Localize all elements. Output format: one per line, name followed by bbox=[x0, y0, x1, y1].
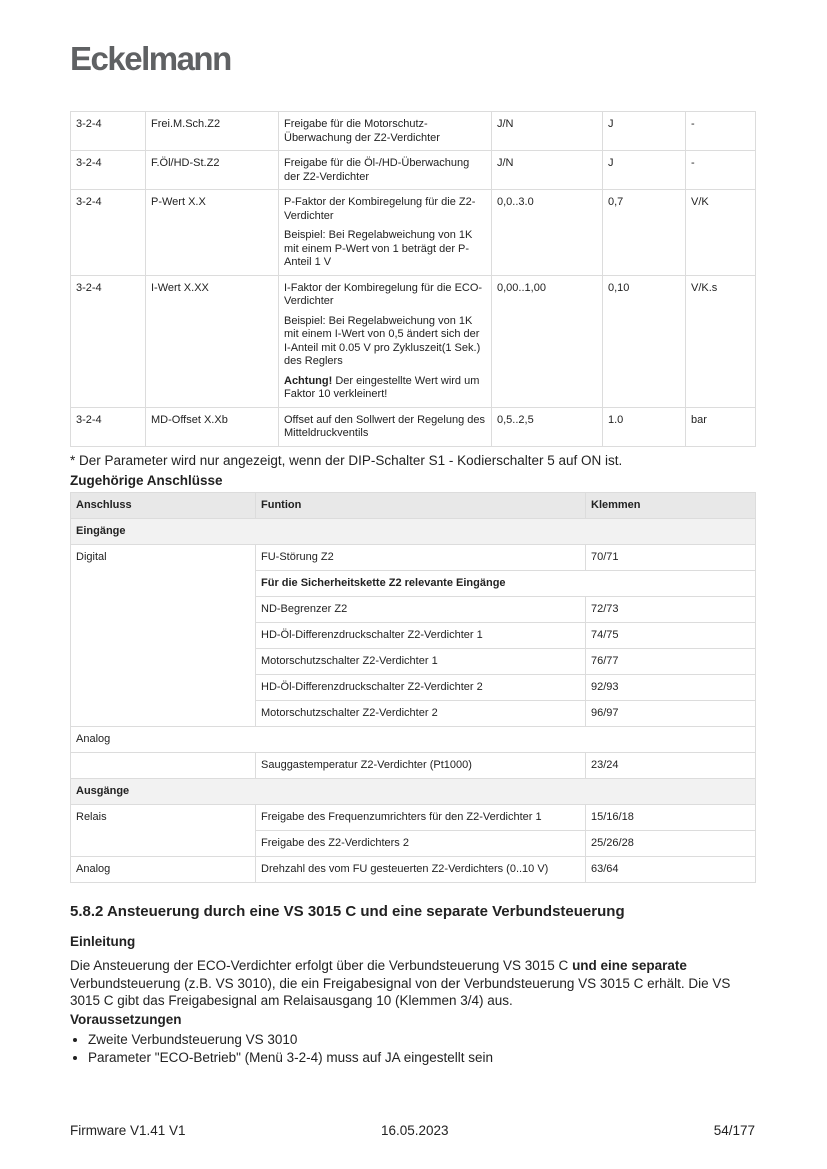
range-cell: 0,5..2,5 bbox=[492, 407, 603, 446]
terminal-cell: 23/24 bbox=[586, 753, 756, 779]
safety-chain-label: Für die Sicherheitskette Z2 relevante Eingänge bbox=[256, 571, 756, 597]
description-cell bbox=[279, 112, 492, 151]
function-cell: Freigabe des Z2-Verdichters 2 bbox=[256, 831, 586, 857]
footer-page: 54/177 bbox=[713, 1123, 755, 1138]
digital-label: Digital bbox=[71, 545, 256, 727]
name-cell: MD-Offset X.Xb bbox=[146, 407, 279, 446]
menu-cell: 3-2-4 bbox=[71, 151, 146, 190]
requirements-heading: Voraussetzungen bbox=[70, 1012, 182, 1027]
parameter-row bbox=[71, 112, 756, 151]
function-cell: ND-Begrenzer Z2 bbox=[256, 597, 586, 623]
analog-label: Analog bbox=[71, 727, 756, 753]
parameter-row bbox=[71, 151, 756, 190]
description-text: Freigabe für die Motorschutz-Überwachung der Z2-Verdichter bbox=[284, 118, 440, 144]
parameter-row bbox=[71, 407, 756, 446]
range-cell: 0,0..3.0 bbox=[492, 190, 603, 276]
terminal-cell: 76/77 bbox=[586, 649, 756, 675]
menu-cell: 3-2-4 bbox=[71, 407, 146, 446]
default-cell: J bbox=[603, 151, 686, 190]
description-text: Beispiel: Bei Regelabweichung von 1K mit einem P-Wert von 1 beträgt der P-Anteil 1 V bbox=[284, 229, 473, 268]
unit-cell: V/K bbox=[686, 190, 756, 276]
description-cell bbox=[279, 190, 492, 276]
terminal-cell: 15/16/18 bbox=[586, 805, 756, 831]
default-cell: 0,10 bbox=[603, 275, 686, 407]
col-header: Funtion bbox=[256, 493, 586, 519]
unit-cell: - bbox=[686, 112, 756, 151]
unit-cell: bar bbox=[686, 407, 756, 446]
section-heading: 5.8.2 Ansteuerung durch eine VS 3015 C und eine separate Verbundsteuerung bbox=[70, 903, 625, 920]
function-cell: FU-Störung Z2 bbox=[256, 545, 586, 571]
function-cell: Sauggastemperatur Z2-Verdichter (Pt1000) bbox=[256, 753, 586, 779]
connections-heading: Zugehörige Anschlüsse bbox=[70, 473, 223, 488]
col-header: Anschluss bbox=[71, 493, 256, 519]
description-cell bbox=[279, 151, 492, 190]
group-inputs: Eingänge bbox=[71, 519, 756, 545]
list-item: • Parameter "ECO-Betrieb" (Menü 3-2-4) muss auf JA eingestellt sein bbox=[88, 1049, 493, 1067]
footer-date: 16.05.2023 bbox=[381, 1123, 449, 1138]
terminal-cell: 96/97 bbox=[586, 701, 756, 727]
warning-text: Achtung! Der eingestellte Wert wird um Faktor 10 verkleinert! bbox=[284, 374, 480, 400]
menu-cell: 3-2-4 bbox=[71, 190, 146, 276]
description-text: P-Faktor der Kombiregelung für die Z2-Verdichter bbox=[284, 196, 476, 222]
unit-cell: - bbox=[686, 151, 756, 190]
function-cell: Freigabe des Frequenzumrichters für den Z2-Verdichter 1 bbox=[256, 805, 586, 831]
terminal-cell: 63/64 bbox=[586, 857, 756, 883]
description-text: Beispiel: Bei Regelabweichung von 1K mit einem I-Wert von 0,5 ändert sich der I-Anteil mit 0.05 V pro Zykluszeit(1 Sek.) des Reglers bbox=[284, 314, 481, 367]
function-cell: HD-Öl-Differenzdruckschalter Z2-Verdichter 1 bbox=[256, 623, 586, 649]
terminal-cell: 25/26/28 bbox=[586, 831, 756, 857]
unit-cell: V/K.s bbox=[686, 275, 756, 407]
terminal-cell: 74/75 bbox=[586, 623, 756, 649]
relais-label: Relais bbox=[71, 805, 256, 857]
range-cell: 0,00..1,00 bbox=[492, 275, 603, 407]
range-cell: J/N bbox=[492, 151, 603, 190]
range-cell: J/N bbox=[492, 112, 603, 151]
terminal-cell: 72/73 bbox=[586, 597, 756, 623]
terminal-cell: 70/71 bbox=[586, 545, 756, 571]
name-cell: Frei.M.Sch.Z2 bbox=[146, 112, 279, 151]
description-text: Freigabe für die Öl-/HD-Überwachung der Z2-Verdichter bbox=[284, 157, 470, 183]
function-cell: Motorschutzschalter Z2-Verdichter 1 bbox=[256, 649, 586, 675]
name-cell: P-Wert X.X bbox=[146, 190, 279, 276]
parameter-table bbox=[70, 111, 756, 447]
default-cell: 0,7 bbox=[603, 190, 686, 276]
description-text: Offset auf den Sollwert der Regelung des Mitteldruckventils bbox=[284, 413, 485, 439]
menu-cell: 3-2-4 bbox=[71, 275, 146, 407]
footnote: * Der Parameter wird nur angezeigt, wenn der DIP-Schalter S1 - Kodierschalter 5 auf ON ist. bbox=[70, 453, 623, 468]
footer-firmware: Firmware V1.41 V1 bbox=[70, 1123, 186, 1138]
connections-table bbox=[70, 492, 756, 883]
function-cell: Motorschutzschalter Z2-Verdichter 2 bbox=[256, 701, 586, 727]
group-outputs: Ausgänge bbox=[71, 779, 756, 805]
default-cell: J bbox=[603, 112, 686, 151]
intro-heading: Einleitung bbox=[70, 934, 136, 949]
parameter-row bbox=[71, 190, 756, 276]
analog-output-label: Analog bbox=[71, 857, 256, 883]
requirements-list bbox=[70, 1031, 493, 1066]
function-cell: Drehzahl des vom FU gesteuerten Z2-Verdichters (0..10 V) bbox=[256, 857, 586, 883]
col-header: Klemmen bbox=[586, 493, 756, 519]
list-item: • Zweite Verbundsteuerung VS 3010 bbox=[88, 1031, 493, 1049]
menu-cell: 3-2-4 bbox=[71, 112, 146, 151]
description-cell bbox=[279, 407, 492, 446]
function-cell: HD-Öl-Differenzdruckschalter Z2-Verdichter 2 bbox=[256, 675, 586, 701]
terminal-cell: 92/93 bbox=[586, 675, 756, 701]
description-text: I-Faktor der Kombiregelung für die ECO-Verdichter bbox=[284, 281, 483, 307]
eckelmann-logo: Eckelmann bbox=[70, 40, 231, 77]
parameter-row bbox=[71, 275, 756, 407]
name-cell: I-Wert X.XX bbox=[146, 275, 279, 407]
description-cell bbox=[279, 275, 492, 407]
name-cell: F.Öl/HD-St.Z2 bbox=[146, 151, 279, 190]
default-cell: 1.0 bbox=[603, 407, 686, 446]
intro-paragraph: Die Ansteuerung der ECO-Verdichter erfolgt über die Verbundsteuerung VS 3015 C und eine separate Verbundsteuerung (z.B. VS 3010), die ein Freigabesignal von der Verbundsteuerung VS 3015 C erhält. Die VS 3015 C gibt das Freigabesignal am Relaisausgang 10 (Klemmen 3/4) aus. bbox=[70, 958, 731, 1008]
